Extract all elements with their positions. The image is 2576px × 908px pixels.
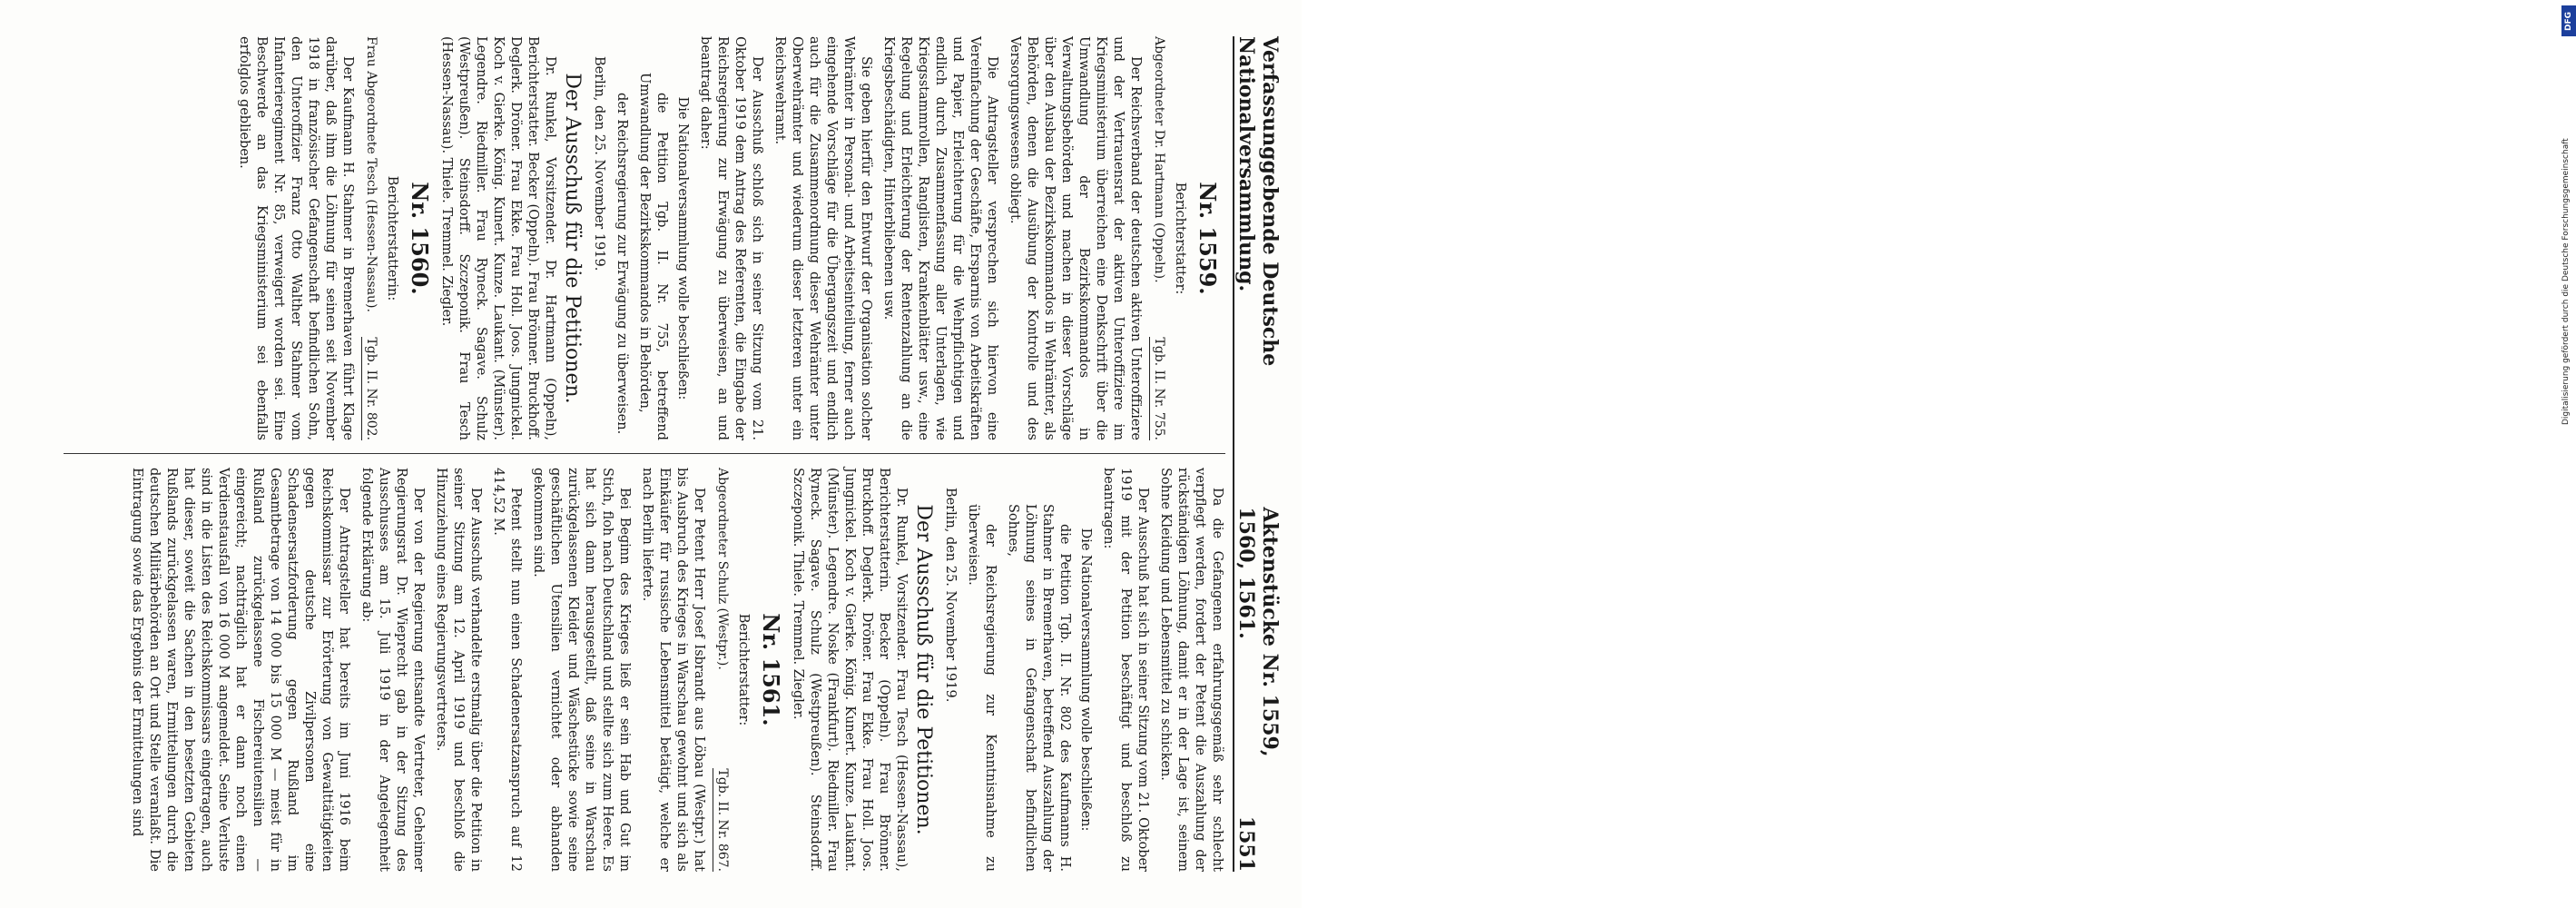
right-column xyxy=(45,468,1225,872)
resolution-intro: Die Nationalversammlung wolle beschließen: xyxy=(675,96,690,400)
reporter-line xyxy=(1149,36,1167,440)
reporter-label: Berichterstatter: xyxy=(736,613,751,726)
paragraph: Der Reichsverband der deutschen aktiven Unteroffiziere und der Vertrauensrat der aktiven Unteroffiziere im Kriegsministerium überreichen eine Denkschrift über die Umwandlung der Bezirkskommandos in Verwaltungsbehörden und machen in dieser Vorschläge über den Ausbau der Bezirkskommandos in Wehrämter, als Behörden, denen die Ausübung der Kontrolle und des Versorgungswesens obliegt. xyxy=(1008,36,1143,440)
reporter-label: Berichterstatter: xyxy=(1173,182,1187,295)
paragraph: Der Ausschuß schloß sich in seiner Sitzung vom 21. Oktober 1919 dem Antrag des Referenten, die Eingabe der Reichsregierung zur Erwägung zu überweisen, an und beantragt daher: xyxy=(698,36,764,440)
reporter-name: Abgeordneter Schulz (Westpr.). xyxy=(715,468,730,670)
header-title: Verfassunggebende Deutsche Nationalversammlung. xyxy=(1234,36,1282,367)
committee-title: Der Ausschuß für die Petitionen. xyxy=(912,504,935,835)
resolution-text: die Petition Tgb. II. Nr. 802 des Kaufmanns H. Stahmer in Bremerhaven, betreffend Auszahlung der Löhnung seines in Gefangenschaft befindlichen Sohnes, xyxy=(1006,504,1072,872)
resolution-intro: Die Nationalversammlung wolle beschließen: xyxy=(1078,528,1093,832)
page-number: 1551 xyxy=(1234,815,1258,872)
column-divider xyxy=(64,453,1225,454)
digitization-note: Digitalisierung gefördert durch die Deutsche Forschungsgemeinschaft xyxy=(2561,138,2571,425)
paragraph: Bei Beginn des Krieges ließ er sein Hab und Gut im Stich, floh nach Deutschland und stellte sich zum Heere. Es hat sich dann herausgestellt, daß seine in Warschau zurückgelassenen Kleider und Wäschestücke sowie seine geschäftlichen Utensilien vernichtet oder abhanden gekommen sind. xyxy=(531,468,632,872)
paragraph: Da die Gefangenen erfahrungsgemäß sehr schlecht verpflegt werden, fordert der Petent die Auszahlung der rückständigen Löhnung, damit er in der Lage ist, seinem Sohne Kleidung und Lebensmittel zu schicken. xyxy=(1158,468,1224,872)
paragraph: Die Antragsteller versprechen sich hiervon eine Vereinfachung der Geschäfte, Ersparnis von Arbeitskräften und Papier, Erleichterung für die Wehrpflichtigen und endlich durch Zusammenfassung aller Unterlagen, wie Kriegsstammrollen, Ranglisten, Krankenblätter usw., eine Regelung und Erleichterung der Rentenzahlung an die Kriegsbeschädigten, Hinterbliebenen usw. xyxy=(881,36,999,440)
left-column xyxy=(45,36,1225,440)
reporter-line xyxy=(361,36,379,440)
committee-members: Dr. Runkel, Vorsitzender. Dr. Hartmann (Oppeln), Berichterstatter. Becker (Oppeln). Frau Brönner. Bruckhoff. Deglerk. Dröner. Frau Ekke. Frau Holl. Joos. Jungnickel. Koch v. Gierke. König. Kunert. Kunze. Laukant. (Münster). Legendre. Riedmiller. Frau Ryneck. Sagave. Schulz (Westpreußen). Steinsdorff. Szczeponik. Frau Tesch (Hessen-Nassau). Thiele. Tremmel. Ziegler. xyxy=(439,36,557,440)
reporter-label: Berichterstatterin: xyxy=(385,175,399,301)
paragraph: Der Kaufmann H. Stahmer in Bremerhaven führt Klage darüber, daß ihm die Löhnung für seinen seit November 1918 in französischer Gefangenschaft befindlichen Sohn, den Unteroffizier Franz Otto Walther Stahmer vom Infanterieregiment Nr. 85, verweigert worden sei. Eine Beschwerde an das Kriegsministerium sei ebenfalls erfolglos geblieben. xyxy=(237,36,355,440)
doc-number-1559: Nr. 1559. xyxy=(1195,182,1221,295)
paragraph: Petent stellt nun einen Schadenersatzanspruch auf 12 414,52 M. xyxy=(491,468,523,872)
doc-number-1560: Nr. 1560. xyxy=(407,182,433,295)
paragraph: Der Ausschuß hat sich in seiner Sitzung vom 21. Oktober 1919 mit der Petition beschäftigt und beschloß zu beantragen: xyxy=(1101,468,1150,872)
resolution-text: der Reichsregierung zur Erwägung zu überweisen. xyxy=(615,93,629,435)
journal-number: Tgb. II. Nr. 802. xyxy=(361,337,379,440)
date-line: Berlin, den 25. November 1919. xyxy=(592,56,606,271)
paragraph: Sie geben hierfür den Entwurf der Organisation solcher Wehrämter in Personal- und Arbeitseinteilung, ferner auch eingehende Vorschläge für die Übergangszeit und endlich auch für die Zusammenordnung dieser Wehrämter unter Oberwehrämter und wiederum dieser letzteren unter ein Reichswehramt. xyxy=(772,36,873,440)
dfg-logo-icon: DFG xyxy=(2561,5,2576,36)
resolution-text: der Reichsregierung zur Kenntnisnahme zu überweisen. xyxy=(966,504,998,872)
reporter-name: Abgeordneter Dr. Hartmann (Oppeln). xyxy=(1152,36,1166,283)
reporter-line xyxy=(713,468,731,872)
reporter-name: Frau Abgeordnete Tesch (Hessen-Nassau). xyxy=(364,36,379,312)
header-documents: Aktenstücke Nr. 1559, 1560, 1561. xyxy=(1234,507,1282,757)
journal-number: Tgb. II. Nr. 755. xyxy=(1149,337,1167,440)
page-header xyxy=(1233,36,1282,872)
paragraph: Der Antragsteller hat bereits im Juni 1916 beim Reichskommissar zur Erörterung von Gewalttätigkeiten gegen deutsche Zivilpersonen eine Schadensersatzforderung gegen Rußland im Gesamtbetrage von 14 000 bis 15 000 M — meist für in Rußland zurückgelassene Fischereiutensilien — eingereicht; nachträglich hat er dann noch einen Verdienstausfall von 16 000 M angemeldet. Seine Verluste sind in die Listen des Reichskommissars eingetragen, auch hat dieser, soweit die Sachen in den besetzten Gebieten Rußlands zurückgelassen waren, Ermittelungen durch die deutschen Militärbehörden an Ort und Stelle veranlaßt. Die Eintragung sowie das Ergebnis der Ermittelungen sind xyxy=(130,468,351,872)
doc-number-1561: Nr. 1561. xyxy=(758,613,784,726)
paragraph: Der Ausschuß verhandelte erstmalig über die Petition in seiner Sitzung am 12. April 1919 und beschloß die Hinzuziehung eines Regierungsvertreters. xyxy=(434,468,483,872)
paragraph: Der Petent Herr Josef Isbrandt aus Löbau (Westpr.) hat bis Ausbruch des Krieges in Warschau gewohnt und sich als Einkäufer für russische Lebensmittel betätigt, welche er nach Berlin lieferte. xyxy=(640,468,706,872)
digitization-sidebar xyxy=(1278,0,2573,908)
committee-title: Der Ausschuß für die Petitionen. xyxy=(561,73,584,404)
rotated-page-content xyxy=(36,36,1282,872)
journal-number: Tgb. II. Nr. 867. xyxy=(713,768,731,872)
committee-members: Dr. Runkel, Vorsitzender. Frau Tesch (Hessen-Nassau), Berichterstatterin. Becker (Oppeln). Frau Brönner. Bruckhoff. Deglerk. Dröner. Frau Ekke. Frau Holl. Joos. Jungnickel. Koch v. Gierke. König. Kunert. Kunze. Laukant. (Münster). Legendre. Noske (Frankfurt). Riedmiller. Frau Ryneck. Sagave. Schulz (Westpreußen). Steinsdorff. Szczeponik. Thiele. Tremmel. Ziegler. xyxy=(791,468,909,872)
resolution-text: die Petition Tgb. II. Nr. 755, betreffend Umwandlung der Bezirkskommandos in Behörden, xyxy=(637,73,669,440)
paragraph: Der von der Regierung entsandte Vertreter, Geheimer Regierungsrat Dr. Wieprecht gab in der Sitzung des Ausschusses am 15. Juli 1919 in der Angelegenheit folgende Erklärung ab: xyxy=(359,468,426,872)
date-line: Berlin, den 25. November 1919. xyxy=(943,488,958,703)
